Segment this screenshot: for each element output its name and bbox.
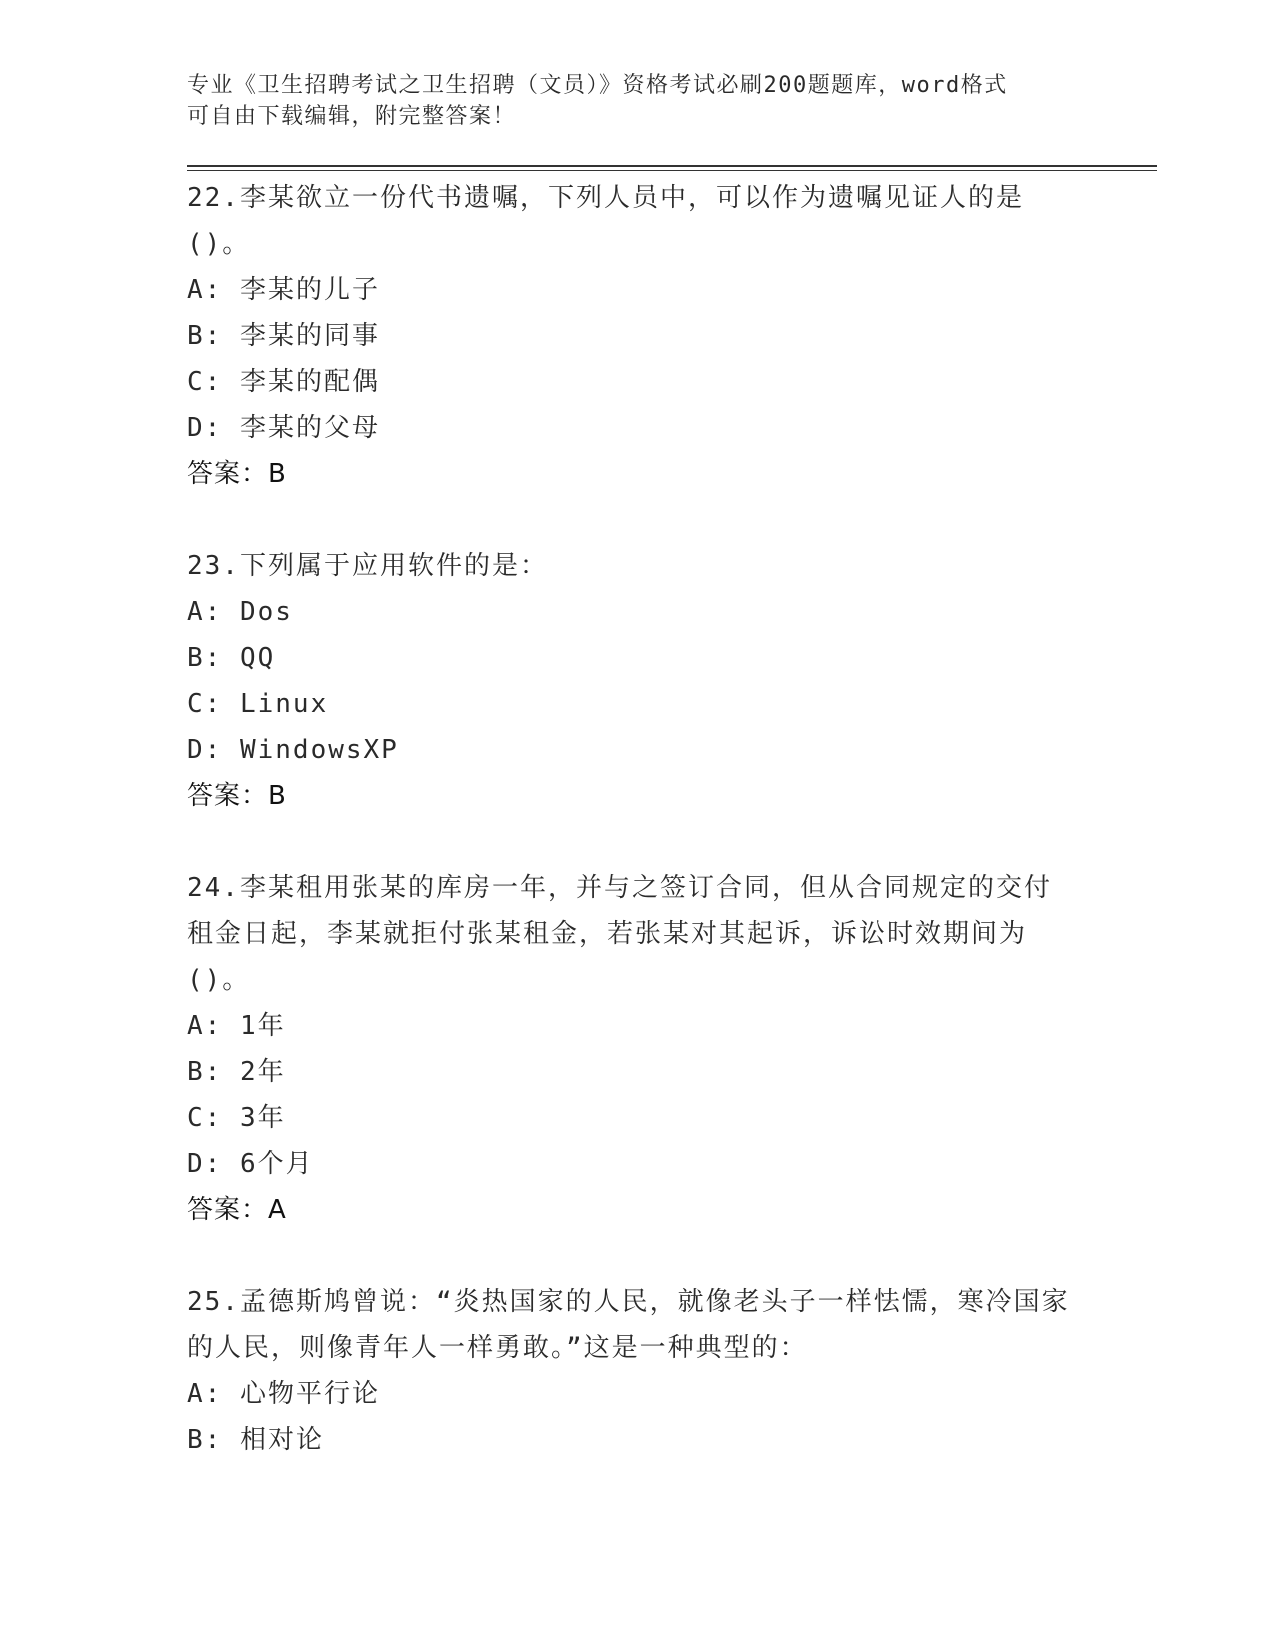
question-text: 24.李某租用张某的库房一年，并与之签订合同，但从合同规定的交付租金日起，李某就拒付张某租金，若张某对其起诉，诉讼时效期间为()。 xyxy=(187,873,1052,995)
document-header xyxy=(187,70,1067,132)
question-25 xyxy=(187,1279,1157,1463)
option-b: B: QQ xyxy=(187,643,276,673)
question-text: 23.下列属于应用软件的是： xyxy=(187,551,548,581)
option-a: A: 1年 xyxy=(187,1011,286,1041)
option-b: B: 李某的同事 xyxy=(187,321,380,351)
option-c: C: Linux xyxy=(187,689,329,719)
answer-line: 答案：A xyxy=(187,1195,287,1225)
option-d: D: WindowsXP xyxy=(187,735,399,765)
option-c: C: 李某的配偶 xyxy=(187,367,380,397)
option-b: B: 2年 xyxy=(187,1057,286,1087)
question-24 xyxy=(187,865,1157,1233)
question-text: 25.孟德斯鸠曾说：“炎热国家的人民，就像老头子一样怯懦，寒冷国家的人民，则像青年人一样勇敢。”这是一种典型的： xyxy=(187,1287,1070,1363)
document-page xyxy=(187,70,1157,1509)
question-text: 22.李某欲立一份代书遗嘱，下列人员中，可以作为遗嘱见证人的是()。 xyxy=(187,183,1024,259)
option-a: A: 心物平行论 xyxy=(187,1379,380,1409)
option-d: D: 6个月 xyxy=(187,1149,314,1179)
answer-line: 答案：B xyxy=(187,459,287,489)
option-a: A: Dos xyxy=(187,597,293,627)
header-divider xyxy=(187,165,1157,171)
option-a: A: 李某的儿子 xyxy=(187,275,380,305)
option-c: C: 3年 xyxy=(187,1103,286,1133)
header-line-1: 专业《卫生招聘考试之卫生招聘（文员）》资格考试必刷200题题库，word格式 xyxy=(187,73,1008,98)
question-22 xyxy=(187,175,1157,497)
option-d: D: 李某的父母 xyxy=(187,413,380,443)
question-list xyxy=(187,175,1157,1463)
header-line-2: 可自由下载编辑，附完整答案！ xyxy=(187,104,517,129)
answer-line: 答案：B xyxy=(187,781,287,811)
question-23 xyxy=(187,543,1157,819)
option-b: B: 相对论 xyxy=(187,1425,324,1455)
